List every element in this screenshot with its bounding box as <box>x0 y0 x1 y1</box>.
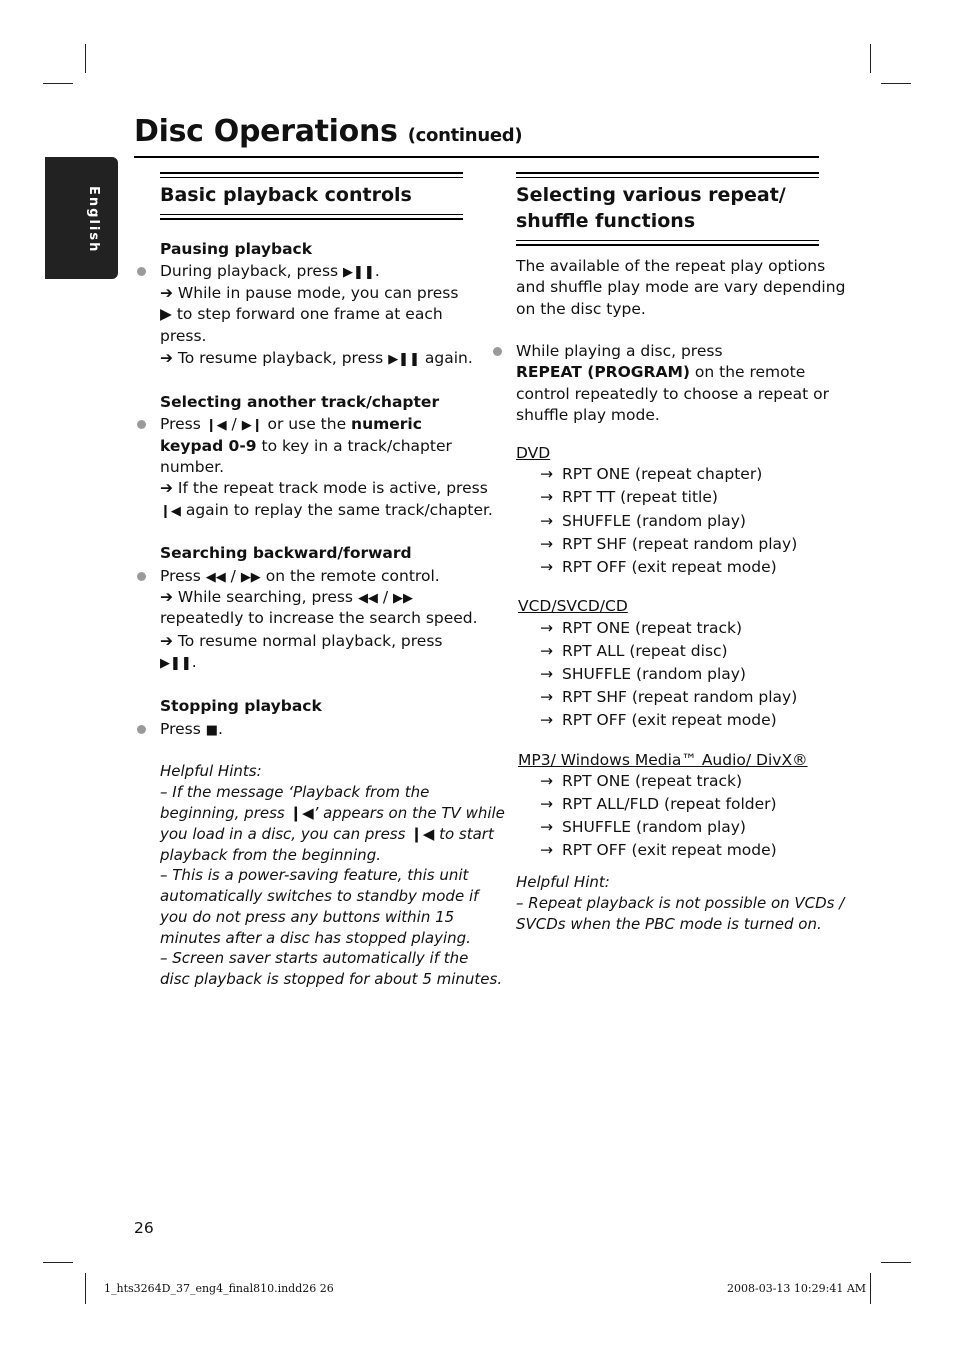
fast-forward-icon: ▶▶ <box>240 570 261 585</box>
mode-label: RPT ALL/FLD (repeat folder) <box>562 795 777 813</box>
page-title-text: Disc Operations <box>134 114 398 149</box>
crop-mark <box>85 44 86 73</box>
fast-forward-icon: ▶▶ <box>393 591 414 606</box>
hint-line: disc playback is stopped for about 5 minutes. <box>160 970 503 988</box>
mode-item <box>540 770 742 793</box>
arrow-icon: → <box>540 642 553 660</box>
search-resume: ➔ To resume normal playback, press <box>160 632 443 650</box>
crop-mark <box>43 83 73 84</box>
arrow-icon: → <box>540 558 553 576</box>
mode-label: SHUFFLE (random play) <box>562 818 746 836</box>
mode-item <box>540 556 777 579</box>
stop-instruction <box>160 719 223 742</box>
section-rule <box>160 177 463 178</box>
intro-line: The available of the repeat play options <box>516 257 826 275</box>
hint-line: minutes after a disc has stopped playing. <box>160 929 471 947</box>
bullet <box>493 347 502 356</box>
text: ➔ While searching, press <box>160 588 358 606</box>
section-rule <box>160 214 463 215</box>
section-rule <box>516 240 819 241</box>
page-title <box>134 114 522 149</box>
repeat-instruction: While playing a disc, press <box>516 342 723 360</box>
crop-mark <box>43 1262 73 1263</box>
text: on the remote control. <box>260 567 440 585</box>
footer-file-info: 1_hts3264D_37_eng4_final810.indd26 26 <box>104 1282 334 1295</box>
mode-label: RPT OFF (exit repeat mode) <box>562 711 777 729</box>
section-rule <box>160 218 463 220</box>
pausing-result: press. <box>160 327 207 345</box>
group-label-vcd: VCD/SVCD/CD <box>518 597 628 615</box>
mode-item <box>540 709 777 732</box>
arrow-icon: → <box>540 841 553 859</box>
section-heading-repeat: shuffle functions <box>516 210 696 232</box>
arrow-icon: → <box>540 688 553 706</box>
mode-item <box>540 663 746 686</box>
page-title-suffix: (continued) <box>407 125 523 146</box>
hint-line: – If the message ‘Playback from the <box>160 783 430 801</box>
hint-line: automatically switches to standby mode if <box>160 887 479 905</box>
search-instruction: Press ◀◀ / ▶▶ on the remote control. <box>160 567 440 585</box>
mode-label: RPT OFF (exit repeat mode) <box>562 841 777 859</box>
section-rule <box>516 244 819 246</box>
title-rule <box>134 156 819 158</box>
mode-item <box>540 510 746 533</box>
arrow-icon: → <box>540 818 553 836</box>
pausing-result: ▶ to step forward one frame at each <box>160 305 443 323</box>
mode-label: RPT ONE (repeat chapter) <box>562 465 763 483</box>
hint-line: you load in a disc, you can press ❙◀ to start <box>160 825 494 843</box>
mode-item <box>540 686 797 709</box>
hint-line: beginning, press ❙◀’ appears on the TV while <box>160 804 505 822</box>
footer-timestamp: 2008-03-13 10:29:41 AM <box>727 1282 867 1295</box>
arrow-icon: → <box>540 665 553 683</box>
mode-item <box>540 463 762 486</box>
arrow-icon: → <box>540 535 553 553</box>
repeat-instruction: shuffle play mode. <box>516 406 660 424</box>
play-pause-icon: ▶❚❚ <box>160 656 192 671</box>
mode-label: RPT ONE (repeat track) <box>562 619 743 637</box>
text: Press <box>160 415 206 433</box>
mode-item <box>540 640 728 663</box>
mode-item <box>540 533 797 556</box>
mode-item <box>540 793 777 816</box>
text: ➔ To resume playback, press <box>160 349 389 367</box>
crop-mark <box>881 83 911 84</box>
hints-title: Helpful Hints: <box>160 762 262 780</box>
arrow-icon: → <box>540 512 553 530</box>
crop-mark <box>870 1273 871 1304</box>
text: or use the <box>262 415 352 433</box>
arrow-icon: → <box>540 772 553 790</box>
section-heading-repeat: Selecting various repeat/ <box>516 184 786 206</box>
mode-label: SHUFFLE (random play) <box>562 665 746 683</box>
search-result: repeatedly to increase the search speed. <box>160 609 478 627</box>
mode-label: SHUFFLE (random play) <box>562 512 746 530</box>
mode-item <box>540 617 742 640</box>
subheading-pausing: Pausing playback <box>160 240 313 258</box>
bullet <box>137 420 146 429</box>
play-pause-icon: ▶❚❚ <box>343 265 375 280</box>
text: on the remote <box>689 363 806 381</box>
text-bold: numeric <box>351 415 422 433</box>
mode-label: RPT OFF (exit repeat mode) <box>562 558 777 576</box>
track-instruction <box>160 436 452 458</box>
text: . <box>218 720 223 738</box>
hint-title: Helpful Hint: <box>516 873 610 891</box>
language-tab-label: English <box>86 186 101 254</box>
rewind-icon: ◀◀ <box>357 591 378 606</box>
text: . <box>191 653 197 671</box>
text: to key in a track/chapter <box>256 437 452 455</box>
text: Press <box>160 720 206 738</box>
hint-line: – Screen saver starts automatically if the <box>160 949 469 967</box>
group-label-mp3: MP3/ Windows Media™ Audio/ DivX® <box>518 751 808 769</box>
hint-line: – This is a power-saving feature, this unit <box>160 866 469 884</box>
pausing-result: ➔ While in pause mode, you can press <box>160 284 459 302</box>
previous-icon: ❙◀ <box>160 504 181 519</box>
bullet <box>137 725 146 734</box>
search-resume <box>160 652 197 675</box>
track-result: ➔ If the repeat track mode is active, press <box>160 479 488 497</box>
text-bold: keypad 0-9 <box>160 437 257 455</box>
hint-line: playback from the beginning. <box>160 846 381 864</box>
arrow-icon: → <box>540 619 553 637</box>
arrow-icon: → <box>540 488 553 506</box>
pausing-resume <box>160 348 473 371</box>
group-label-dvd: DVD <box>516 444 551 462</box>
section-rule <box>516 172 819 174</box>
crop-mark <box>870 44 871 73</box>
text: During playback, press <box>160 262 344 280</box>
hint-line: – Repeat playback is not possible on VCDs / <box>516 894 845 912</box>
page-number: 26 <box>134 1219 154 1237</box>
arrow-icon: → <box>540 795 553 813</box>
mode-item <box>540 816 746 839</box>
subheading-search: Searching backward/forward <box>160 544 412 562</box>
mode-label: RPT TT (repeat title) <box>562 488 718 506</box>
mode-item <box>540 839 777 862</box>
repeat-instruction <box>516 362 805 384</box>
subheading-stop: Stopping playback <box>160 697 322 715</box>
track-instruction: number. <box>160 458 224 476</box>
bullet <box>137 572 146 581</box>
next-icon: ▶❙ <box>241 418 263 433</box>
pausing-instruction: During playback, press ▶❚❚. <box>160 262 380 280</box>
repeat-instruction: control repeatedly to choose a repeat or <box>516 385 830 403</box>
section-rule <box>160 172 463 174</box>
crop-mark <box>85 1273 86 1304</box>
mode-label: RPT ONE (repeat track) <box>562 772 743 790</box>
intro-line: and shuffle play mode are vary depending <box>516 278 846 296</box>
rewind-icon: ◀◀ <box>205 570 226 585</box>
section-rule <box>516 177 819 178</box>
hint-line: you do not press any buttons within 15 <box>160 908 455 926</box>
subheading-track: Selecting another track/chapter <box>160 393 440 411</box>
arrow-icon: → <box>540 711 553 729</box>
crop-mark <box>881 1262 911 1263</box>
mode-label: RPT ALL (repeat disc) <box>562 642 728 660</box>
text: Press <box>160 567 206 585</box>
mode-item <box>540 486 718 509</box>
text: again. <box>419 349 473 367</box>
section-heading-basic-playback: Basic playback controls <box>160 184 412 206</box>
mode-label: RPT SHF (repeat random play) <box>562 535 798 553</box>
search-result: ➔ While searching, press ◀◀ / ▶▶ <box>160 588 414 606</box>
language-tab <box>45 157 118 279</box>
play-pause-icon: ▶❚❚ <box>388 352 420 367</box>
mode-label: RPT SHF (repeat random play) <box>562 688 798 706</box>
repeat-key-label: REPEAT (PROGRAM) <box>516 363 690 381</box>
hint-line: SVCDs when the PBC mode is turned on. <box>516 915 822 933</box>
stop-icon: ■ <box>205 723 219 738</box>
text: again to replay the same track/chapter. <box>180 501 493 519</box>
arrow-icon: → <box>540 465 553 483</box>
previous-icon: ❙◀ <box>205 418 227 433</box>
bullet <box>137 267 146 276</box>
track-instruction: Press ❙◀ / ▶❙ or use the numeric <box>160 415 422 433</box>
intro-line: on the disc type. <box>516 300 646 318</box>
track-result <box>160 500 493 523</box>
